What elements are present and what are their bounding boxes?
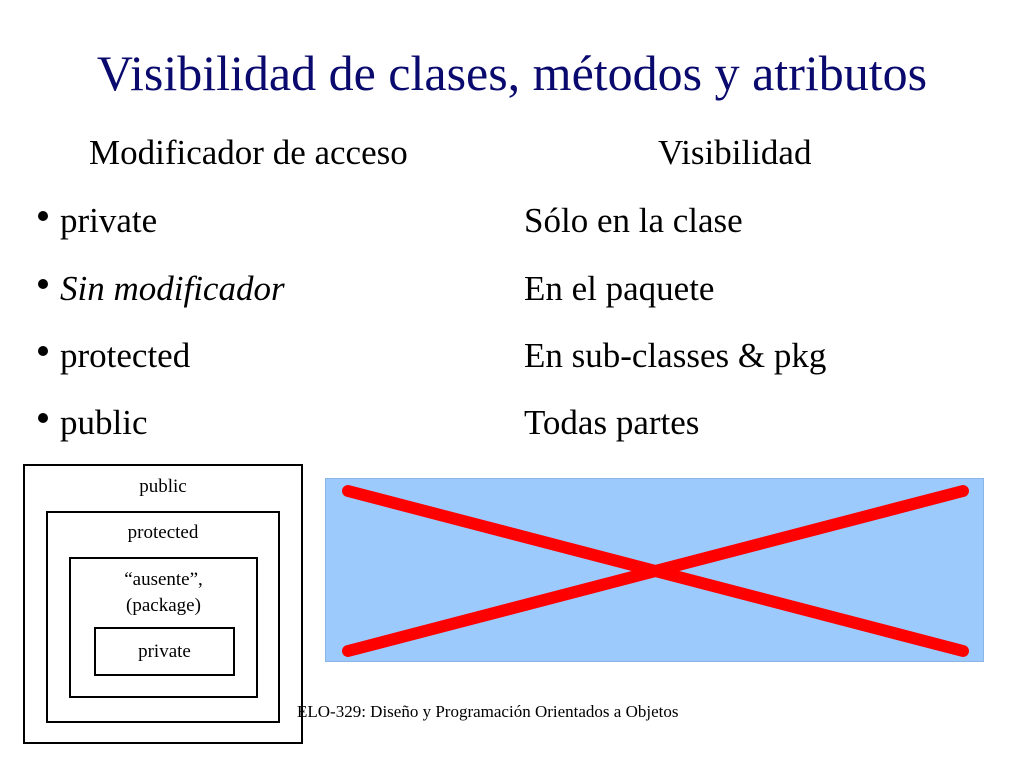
- diagram-public-box: [23, 464, 303, 744]
- diagram-public-label: public: [139, 476, 187, 497]
- red-x-icon: [326, 479, 983, 661]
- crossed-out-image-panel: [325, 478, 984, 662]
- bullet-icon: [38, 346, 48, 356]
- diagram-package-box: [69, 557, 258, 698]
- visibility-protected: En sub-classes & pkg: [524, 336, 827, 375]
- modifier-private: private: [60, 201, 158, 240]
- slide-title: Visibilidad de clases, métodos y atributos: [96, 45, 928, 101]
- table-row: [0, 400, 1024, 446]
- bullet-icon: [38, 211, 48, 221]
- diagram-protected-label: protected: [127, 522, 199, 543]
- diagram-package-label-line1: “ausente”,: [124, 569, 203, 590]
- diagram-private-box: [94, 627, 235, 676]
- modifier-public: public: [60, 403, 148, 442]
- diagram-package-label-line2: (package): [126, 595, 201, 616]
- modifier-none: Sin modificador: [60, 269, 285, 308]
- footer-text: ELO-329: Diseño y Programación Orientados a Objetos: [297, 702, 679, 721]
- table-row: [0, 198, 1024, 244]
- diagram-private-label: private: [138, 641, 191, 662]
- bullet-icon: [38, 413, 48, 423]
- column-header-modifier: Modificador de acceso: [89, 133, 408, 172]
- table-row: [0, 333, 1024, 379]
- modifier-protected: protected: [60, 336, 191, 375]
- table-row: [0, 266, 1024, 312]
- column-header-visibility: Visibilidad: [658, 133, 812, 172]
- visibility-package: En el paquete: [524, 269, 715, 308]
- bullet-icon: [38, 279, 48, 289]
- diagram-protected-box: [46, 511, 280, 723]
- visibility-public: Todas partes: [524, 403, 700, 442]
- visibility-private: Sólo en la clase: [524, 201, 743, 240]
